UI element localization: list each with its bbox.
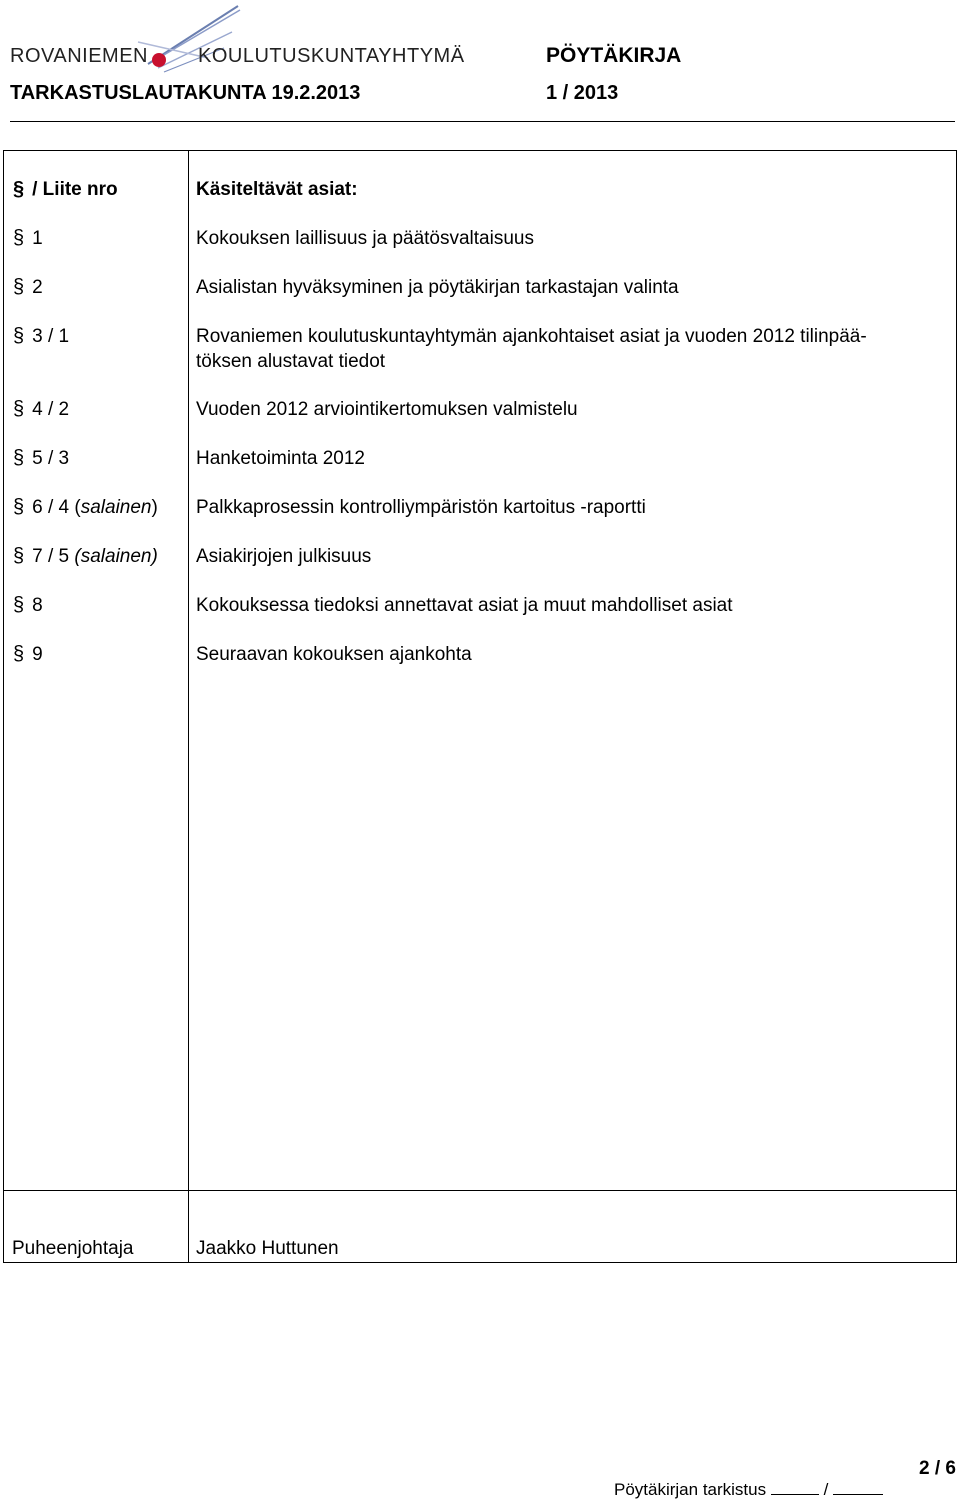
section-icon: § — [13, 398, 25, 420]
header-number: / Liite nro — [32, 179, 118, 200]
item-subject: Asiakirjojen julkisuus — [196, 546, 372, 567]
section-icon: § — [13, 178, 25, 200]
section-icon: § — [13, 325, 25, 347]
item-number: 1 — [32, 228, 43, 249]
section-icon: § — [13, 643, 25, 665]
minutes-check — [614, 1480, 883, 1500]
section-icon: § — [13, 227, 25, 249]
page-number: 2 / 6 — [919, 1458, 956, 1479]
section-icon: § — [13, 276, 25, 298]
logo-text-left: ROVANIEMEN — [10, 45, 148, 67]
column-divider — [188, 151, 189, 1262]
item-number: 4 / 2 — [32, 399, 70, 420]
chair-name: Jaakko Huttunen — [196, 1238, 339, 1259]
confidential-note: salainen — [80, 546, 152, 567]
initials-blank-2 — [833, 1493, 883, 1495]
item-number: 6 / 4 — [32, 497, 70, 518]
item-subject: Kokouksen laillisuus ja päätösvaltaisuus — [196, 228, 534, 249]
item-subject: Hanketoiminta 2012 — [196, 448, 365, 469]
item-number: 3 / 1 — [32, 326, 70, 347]
item-subject-continued: töksen alustavat tiedot — [196, 351, 386, 372]
chair-label: Puheenjohtaja — [12, 1238, 134, 1259]
document-type: PÖYTÄKIRJA — [546, 44, 682, 67]
section-icon: § — [13, 496, 25, 518]
check-label: Pöytäkirjan tarkistus — [614, 1480, 767, 1499]
section-icon: § — [13, 594, 25, 616]
item-subject: Asialistan hyväksyminen ja pöytäkirjan tarkastajan valinta — [196, 277, 679, 298]
section-icon: § — [13, 545, 25, 567]
logo-text-right: KOULUTUSKUNTAYHTYMÄ — [198, 45, 465, 67]
item-number: 8 — [32, 595, 43, 616]
item-number: 5 / 3 — [32, 448, 70, 469]
confidential-note: salainen — [80, 497, 152, 518]
item-subject: Vuoden 2012 arviointikertomuksen valmistelu — [196, 399, 578, 420]
issue-number: 1 / 2013 — [546, 82, 619, 104]
item-subject: Seuraavan kokouksen ajankohta — [196, 644, 472, 665]
committee-title: TARKASTUSLAUTAKUNTA 19.2.2013 — [10, 82, 361, 104]
footer-divider — [4, 1190, 956, 1191]
section-icon: § — [13, 447, 25, 469]
item-number: 2 — [32, 277, 43, 298]
item-subject: Rovaniemen koulutuskuntayhtymän ajankohtaiset asiat ja vuoden 2012 tilinpää- — [196, 326, 867, 347]
organization-logo — [10, 2, 465, 74]
item-number: 9 — [32, 644, 43, 665]
header-subject: Käsiteltävät asiat: — [196, 179, 358, 200]
item-subject: Palkkaprosessin kontrolliympäristön kartoitus -raportti — [196, 497, 646, 518]
initials-blank-1 — [771, 1493, 819, 1495]
agenda-table: § / Liite nro Käsiteltävät asiat: § 1 Kokouksen laillisuus ja päätösvaltaisuus § 2 Asialistan hyväksyminen ja pöytäkirjan tarkastajan valinta § 3 / 1 Rovaniemen koulutuskuntayhtymän ajankohtaiset asiat ja vuoden 2012 tilinpää- töksen alustavat tiedot § 4 / 2 Vuoden 2012 arviointikertomuksen valmistelu § 5 / 3 Hanketoiminta 2012 § 6 / 4 (salainen) Palkkaprosessin kontrolliympäristön kartoitus -raportti § 7 / 5 (salainen) Asiakirjojen julkisuus § 8 Kokouksessa tiedoksi annettavat asiat ja muut mahdolliset asiat § 9 Seuraavan kokouksen ajankohta Puheenjohtaja Jaakko Huttunen — [3, 150, 957, 1263]
item-subject: Kokouksessa tiedoksi annettavat asiat ja muut mahdolliset asiat — [196, 595, 733, 616]
check-separator: / — [823, 1480, 829, 1499]
header-divider — [10, 121, 955, 122]
item-number: 7 / 5 — [32, 546, 70, 567]
